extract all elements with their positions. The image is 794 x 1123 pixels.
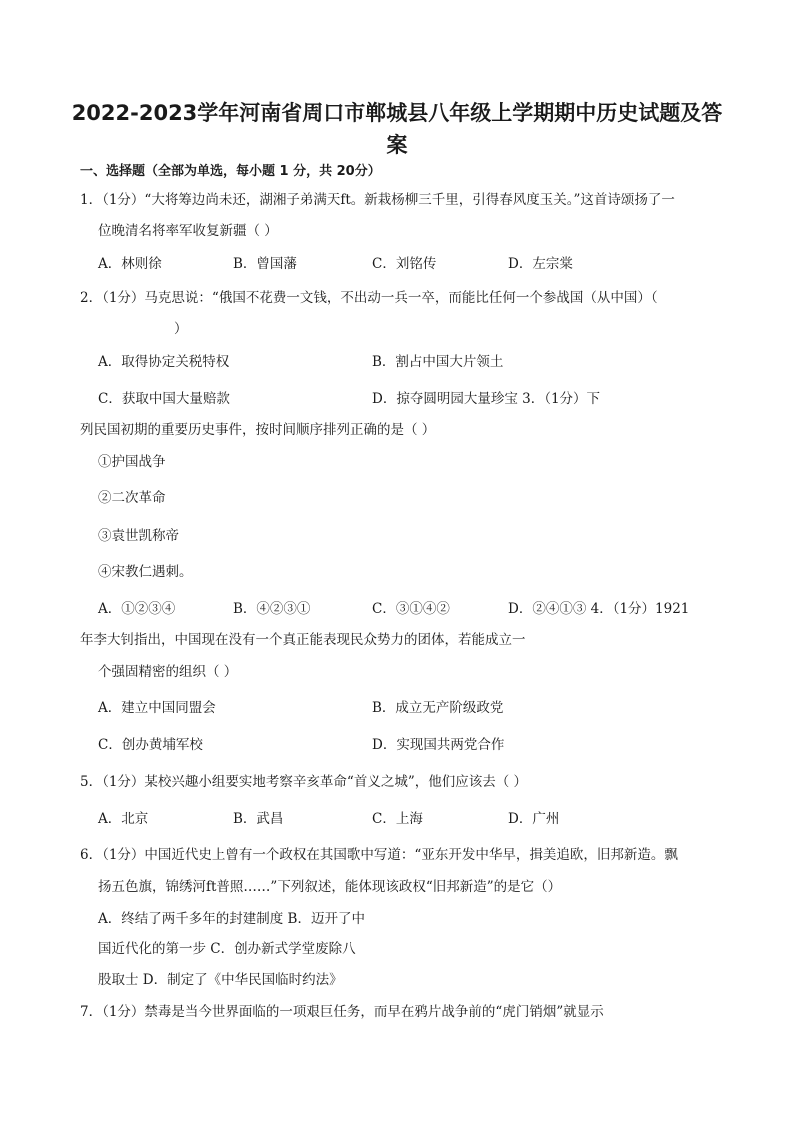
q7-stem-line1: 7．（1分）禁毒是当今世界面临的一项艰巨任务，而早在鸦片战争前的“虎门销烟”就显示: [80, 1004, 604, 1020]
section-heading: 一、选择题（全部为单选，每小题 1 分，共 20分）: [80, 164, 381, 179]
q4-option-a: A．建立中国同盟会: [98, 700, 216, 716]
q4-option-c: C．创办黄埔军校: [98, 737, 203, 753]
q5-option-a: A．北京: [98, 811, 149, 827]
q1-option-d: D．左宗棠: [508, 256, 573, 272]
q5-stem-line1: 5．（1分）某校兴趣小组要实地考察辛亥革命“首义之城”，他们应该去（ ）: [80, 774, 528, 790]
q3-stem-line1: 列民国初期的重要历史事件，按时间顺序排列正确的是（ ）: [80, 422, 436, 438]
q2-option-d: D．掠夺圆明园大量珍宝 3．（1分）下: [372, 391, 601, 407]
q2-stem-line2: ）: [174, 321, 188, 337]
exam-title: [60, 97, 734, 161]
q5-option-d: D．广州: [508, 811, 560, 827]
exam-title-line2: 案: [386, 133, 408, 157]
q3-option-b: B．④②③①: [233, 601, 311, 617]
q1-stem-line1: 1．（1分）“大将筹边尚未还，湖湘子弟满天ft。新栽杨柳三千里，引得春风度玉关。”这首诗颂扬了一: [80, 192, 675, 208]
q3-option-d: D．②④①③ 4．（1分）1921: [508, 601, 690, 617]
q6-stem-line1: 6．（1分）中国近代史上曾有一个政权在其国歌中写道：“亚东开发中华早，揖美追欧，旧邦新造。飘: [80, 847, 678, 863]
q1-stem-line2: 位晚清名将率军收复新疆（ ）: [98, 223, 278, 239]
q1-option-a: A．林则徐: [98, 256, 162, 272]
q2-stem-line1: 2．（1分）马克思说：“俄国不花费一文钱，不出动一兵一卒，而能比任何一个参战国（从中国）（: [80, 290, 658, 306]
q3-item-3: ③袁世凯称帝: [98, 528, 179, 544]
q6-stem-line2: 扬五色旗，锦绣河ft普照……”下列叙述，能体现该政权“旧邦新造”的是它（）: [98, 879, 562, 895]
q5-option-c: C．上海: [372, 811, 423, 827]
q3-item-2: ②二次革命: [98, 490, 166, 506]
q3-item-4: ④宋教仁遇刺。: [98, 564, 193, 580]
q2-option-a: A．取得协定关税特权: [98, 354, 230, 370]
q3-option-a: A．①②③④: [98, 601, 176, 617]
q1-option-c: C．刘铭传: [372, 256, 437, 272]
q6-stem-line3: A．终结了两千多年的封建制度 B．迈开了中: [98, 911, 365, 927]
q2-option-c: C．获取中国大量赔款: [98, 391, 230, 407]
q4-option-b: B．成立无产阶级政党: [372, 700, 504, 716]
q5-option-b: B．武昌: [233, 811, 284, 827]
q4-stem-line1: 年李大钊指出，中国现在没有一个真正能表现民众势力的团体，若能成立一: [80, 632, 526, 648]
q6-stem-line5: 股取士 D．制定了《中华民国临时约法》: [98, 972, 343, 988]
exam-title-line1: 2022-2023学年河南省周口市郸城县八年级上学期期中历史试题及答: [71, 101, 723, 125]
q3-item-1: ①护国战争: [98, 454, 166, 470]
q1-option-b: B．曾国藩: [233, 256, 297, 272]
q4-stem-line2: 个强固精密的组织（ ）: [98, 664, 238, 680]
q4-option-d: D．实现国共两党合作: [372, 737, 505, 753]
q2-option-b: B．割占中国大片领土: [372, 354, 504, 370]
q3-option-c: C．③①④②: [372, 601, 450, 617]
q6-stem-line4: 国近代化的第一步 C．创办新式学堂废除八: [98, 941, 356, 957]
